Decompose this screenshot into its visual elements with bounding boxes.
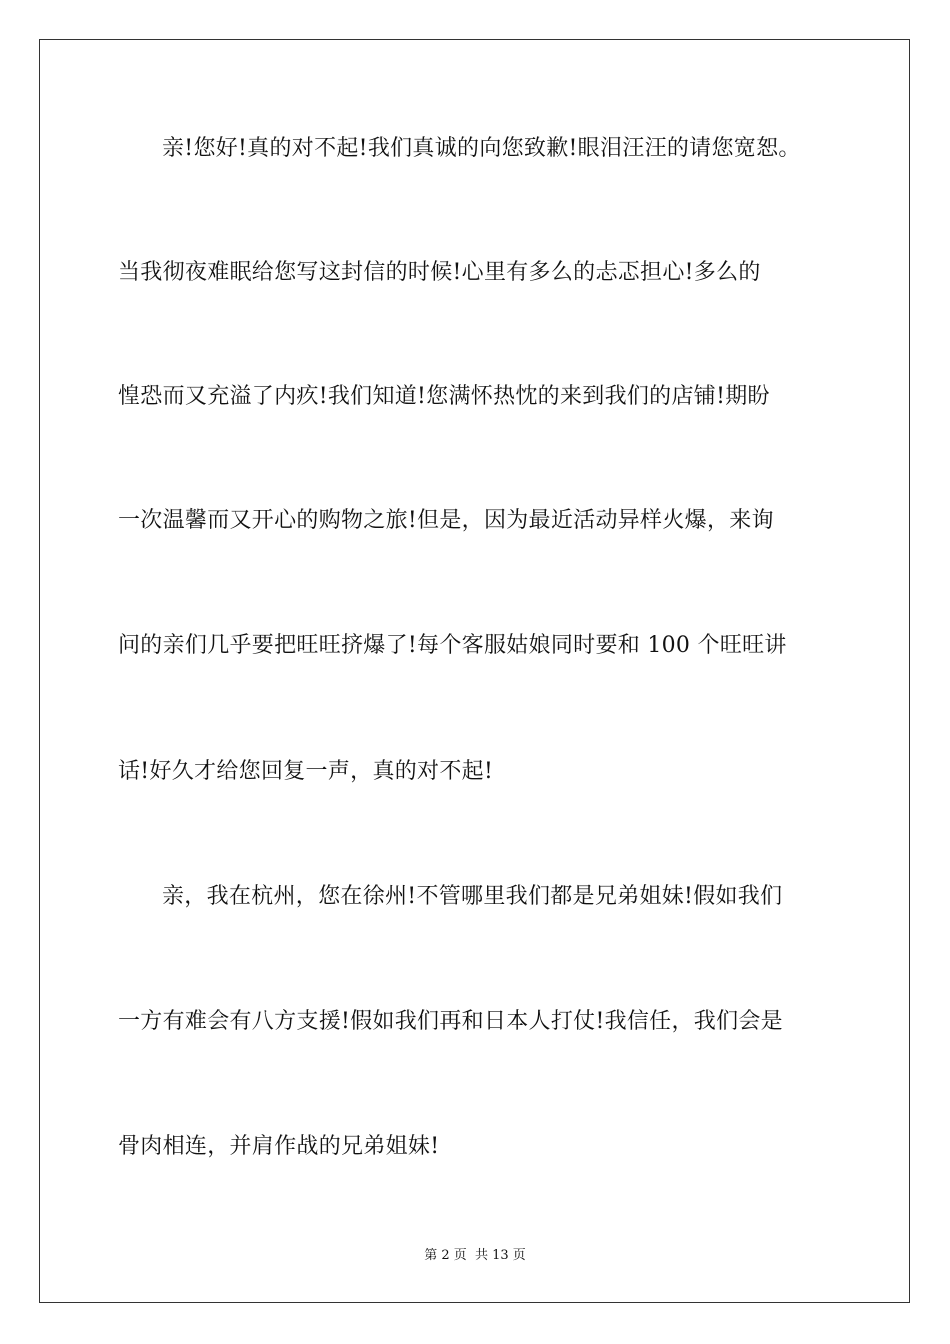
page-frame: [39, 39, 910, 1303]
paragraph-2-line-3: 骨肉相连，并肩作战的兄弟姐妹!: [118, 1134, 440, 1159]
paragraph-2-line-1: 亲，我在杭州，您在徐州!不管哪里我们都是兄弟姐妹!假如我们: [162, 884, 783, 909]
paragraph-1-line-2: 当我彻夜难眠给您写这封信的时候!心里有多么的忐忑担心!多么的: [118, 260, 761, 285]
paragraph-1-line-6: 话!好久才给您回复一声，真的对不起!: [118, 759, 494, 784]
paragraph-1-line-3: 惶恐而又充溢了内疚!我们知道!您满怀热忱的来到我们的店铺!期盼: [118, 384, 770, 409]
page-number: 第 2 页: [424, 1248, 467, 1263]
paragraph-1-line-4: 一次温馨而又开心的购物之旅!但是，因为最近活动异样火爆，来询: [118, 508, 774, 533]
paragraph-1-line-5: 问的亲们几乎要把旺旺挤爆了!每个客服姑娘同时要和 100 个旺旺讲: [118, 633, 787, 658]
page-total: 共 13 页: [474, 1248, 526, 1263]
paragraph-1-line-1: 亲!您好!真的对不起!我们真诚的向您致歉!眼泪汪汪的请您宽恕。: [162, 136, 801, 161]
paragraph-2-line-2: 一方有难会有八方支援!假如我们再和日本人打仗!我信任，我们会是: [118, 1009, 783, 1034]
page-footer: [0, 1247, 950, 1265]
